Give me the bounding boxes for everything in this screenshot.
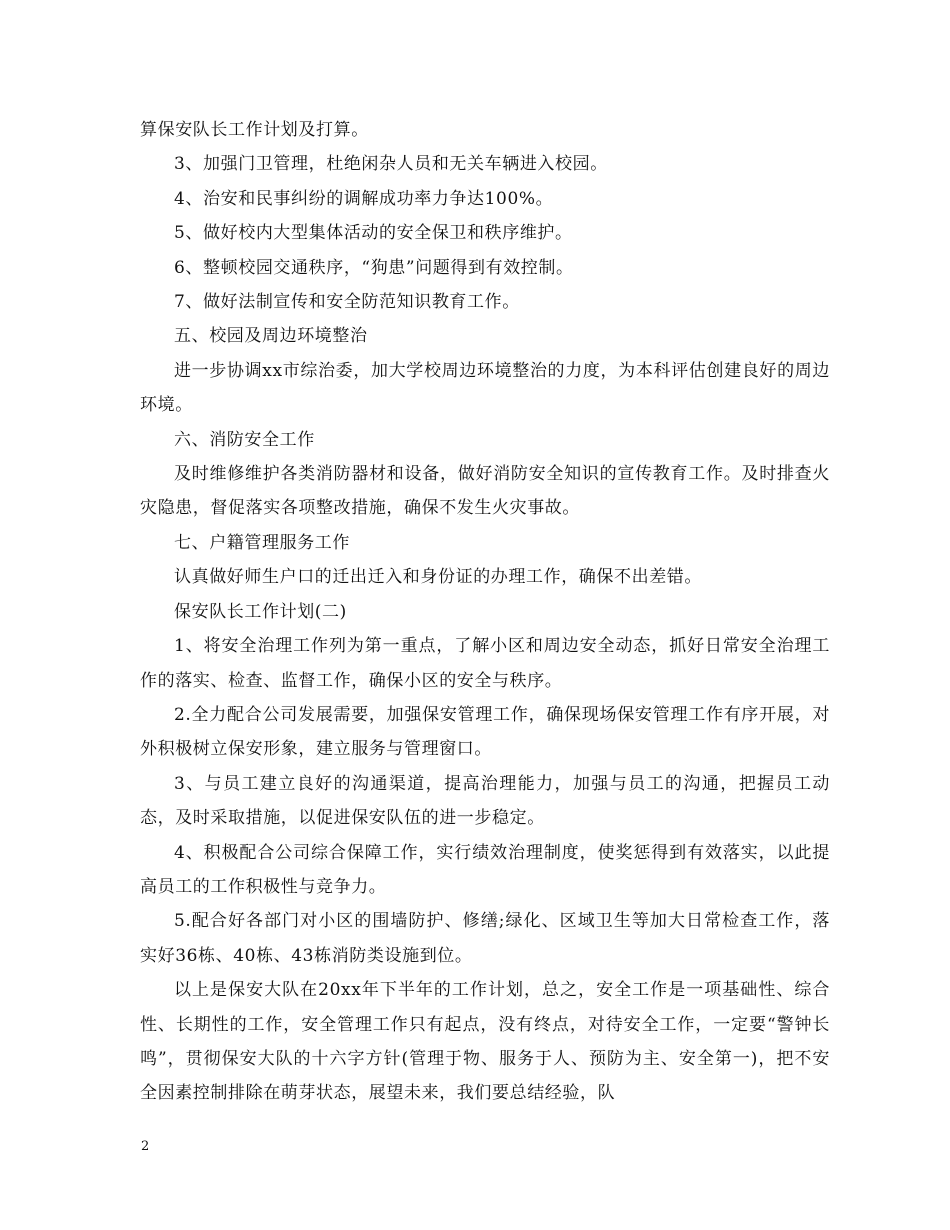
plan-two-item-1: 1、将安全治理工作列为第一重点，了解小区和周边安全动态，抓好日常安全治理工作的落实、检查、监督工作，确保小区的安全与秩序。 xyxy=(140,636,830,691)
plan-two-item-2: 2.全力配合公司发展需要，加强保安管理工作，确保现场保安管理工作有序开展，对外积极树立保安形象，建立服务与管理窗口。 xyxy=(140,704,830,760)
body-text xyxy=(140,113,830,1111)
section-heading-6: 六、消防安全工作 xyxy=(174,429,315,450)
plan-two-item-5: 5.配合好各部门对小区的围墙防护、修缮;绿化、区域卫生等加大日常检查工作，落实好36栋、40栋、43栋消防类设施到位。 xyxy=(140,911,830,966)
plan-two-item-4: 4、积极配合公司综合保障工作，实行绩效治理制度，使奖惩得到有效落实，以此提高员工的工作积极性与竞争力。 xyxy=(140,842,830,897)
paragraph-item-5: 5、做好校内大型集体活动的安全保卫和秩序维护。 xyxy=(174,223,573,244)
plan-two-item-3: 3、与员工建立良好的沟通渠道，提高治理能力，加强与员工的沟通，把握员工动态，及时采取措施，以促进保安队伍的进一步稳定。 xyxy=(140,773,830,829)
paragraph-item-3: 3、加强门卫管理，杜绝闲杂人员和无关车辆进入校园。 xyxy=(174,154,608,175)
paragraph-conclusion: 以上是保安大队在20xx年下半年的工作计划，总之，安全工作是一项基础性、综合性、长期性的工作，安全管理工作只有起点，没有终点，对待安全工作，一定要“警钟长鸣”，贯彻保安大队的十六字方针(管理于物、服务于人、预防为主、安全第一)，把不安全因素控制排除在萌芽状态，展望未来，我们要总结经验，队 xyxy=(140,980,830,1104)
paragraph-household: 认真做好师生户口的迁出迁入和身份证的办理工作，确保不出差错。 xyxy=(174,567,702,588)
paragraph-continuation: 算保安队长工作计划及打算。 xyxy=(140,120,369,140)
page-number: 2 xyxy=(141,1139,150,1154)
plan-two-heading: 保安队长工作计划(二) xyxy=(174,601,347,622)
section-heading-5: 五、校园及周边环境整治 xyxy=(174,326,368,347)
paragraph-fire-safety: 及时维修维护各类消防器材和设备，做好消防安全知识的宣传教育工作。及时排查火灾隐患，督促落实各项整改措施，确保不发生火灾事故。 xyxy=(140,464,830,519)
paragraph-item-6: 6、整顿校园交通秩序，“狗患”问题得到有效控制。 xyxy=(174,257,574,278)
paragraph-item-4: 4、治安和民事纠纷的调解成功率力争达100%。 xyxy=(174,188,554,209)
paragraph-item-7: 7、做好法制宣传和安全防范知识教育工作。 xyxy=(174,292,520,313)
section-heading-7: 七、户籍管理服务工作 xyxy=(174,532,350,553)
paragraph-environment: 进一步协调xx市综治委，加大学校周边环境整治的力度，为本科评估创建良好的周边环境。 xyxy=(140,360,830,416)
